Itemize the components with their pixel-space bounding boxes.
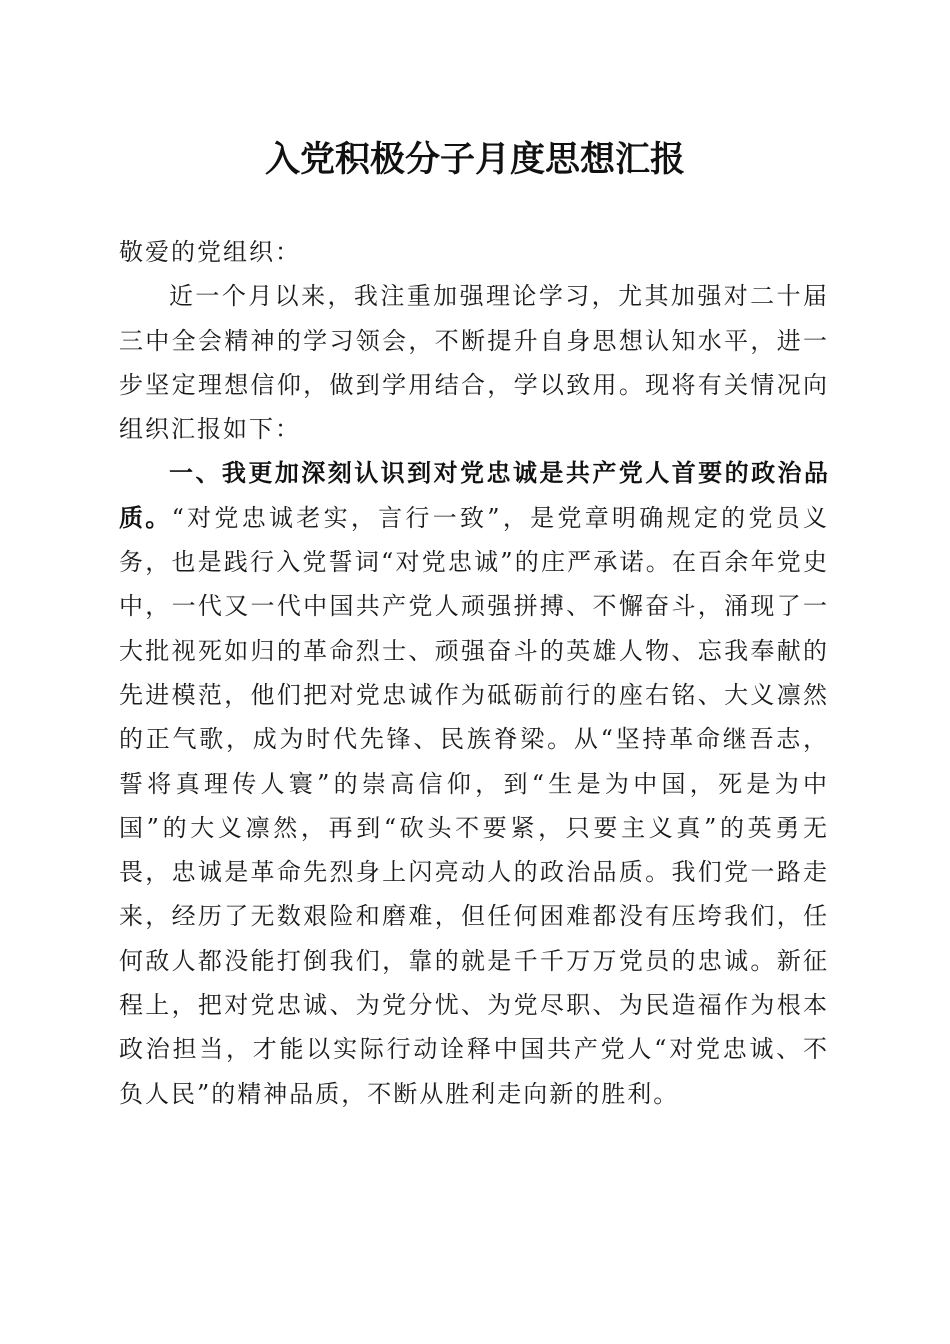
salutation: 敬爱的党组织： bbox=[119, 238, 301, 266]
document-body bbox=[119, 230, 829, 1116]
section-1-heading: 一、我更加深刻认识到对党忠诚是共产党人首要的政治品质。 bbox=[119, 459, 829, 532]
section-1-paragraph bbox=[119, 451, 829, 1115]
intro-paragraph: 近一个月以来，我注重加强理论学习，尤其加强对二十届三中全会精神的学习领会，不断提升自身思想认知水平，进一步坚定理想信仰，做到学用结合，学以致用。现将有关情况向组织汇报如下： bbox=[119, 282, 829, 444]
section-1-body: “对党忠诚老实，言行一致”，是党章明确规定的党员义务，也是践行入党誓词“对党忠诚”的庄严承诺。在百余年党史中，一代又一代中国共产党人顽强拼搏、不懈奋斗，涌现了一大批视死如归的革命烈士、顽强奋斗的英雄人物、忘我奉献的先进模范，他们把对党忠诚作为砥砺前行的座右铭、大义凛然的正气歌，成为时代先锋、民族脊梁。从“坚持革命继吾志，誓将真理传人寰”的崇高信仰，到“生是为中国，死是为中国”的大义凛然，再到“砍头不要紧，只要主义真”的英勇无畏，忠诚是革命先烈身上闪亮动人的政治品质。我们党一路走来，经历了无数艰险和磨难，但任何困难都没有压垮我们，任何敌人都没能打倒我们，靠的就是千千万万党员的忠诚。新征程上，把对党忠诚、为党分忧、为党尽职、为民造福作为根本政治担当，才能以实际行动诠释中国共产党人“对党忠诚、不负人民”的精神品质，不断从胜利走向新的胜利。 bbox=[119, 503, 829, 1108]
document-title: 入党积极分子月度思想汇报 bbox=[264, 139, 685, 180]
